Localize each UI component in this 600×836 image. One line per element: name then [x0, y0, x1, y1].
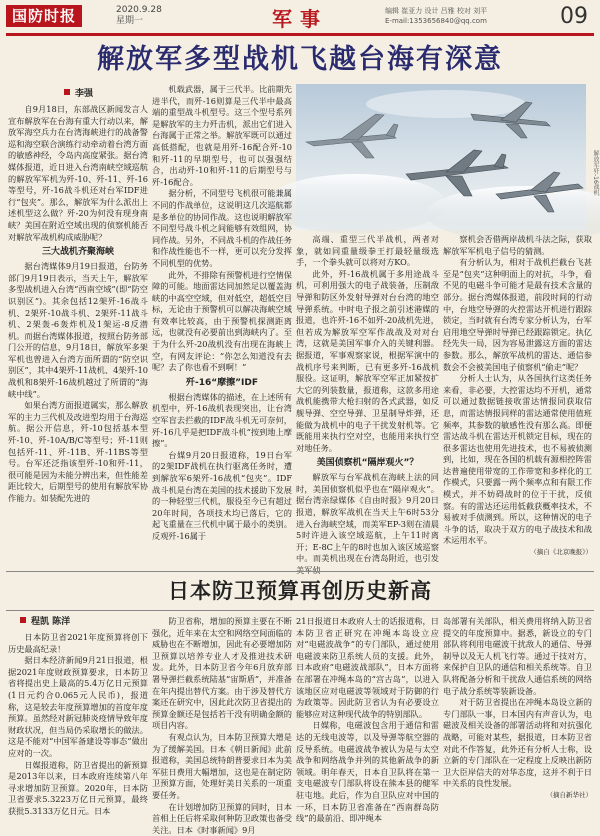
issue-weekday: 星期一 [116, 16, 162, 27]
photo-caption: 解放军歼-16战机 [589, 150, 599, 196]
jets-illustration-icon [296, 84, 586, 230]
paragraph: 根据台湾媒体的描述，在上述所有机型中，歼-16战机表现突出，让台湾空军盲去拦截的IDF战斗机无可奈何，歼-16几乎是把IDF战斗机“按到地上摩擦”。 [152, 392, 292, 450]
page-number: 09 [560, 4, 588, 30]
article2-source: （摘自新华社） [443, 790, 592, 802]
paragraph: 据台湾媒体9月19日报道，台防务部门9月19日表示，当天上午，解放军多型战机进入台湾“西南空域”(即“防空识别区”)。其余包括12架歼-16战斗机、2架歼-10战斗机、2架歼-11战斗机、2架轰-6轰炸机及1架运-8反潜机。而据台湾媒体报道，按照台防务部门公开的信息，9月18日，解放军多架军机也曾进入台湾方面所谓的“防空识别区”，其中4架歼-11战机、4架歼-10战机和8架歼-16战机越过了所谓的“海峡中线”。 [8, 261, 148, 400]
fighter-jets-photo [296, 84, 586, 230]
paragraph: 台媒9月20日报道称，19日台军的2架IDF战机在执行驱离任务时，遭到解放军6架歼-16战机“包夹”。IDF战斗机是台湾在美国的技术援助下发展的一种轻型三代机，服役至今已有超过20年时间，各项技术均已落后，它的起飞重量在三代机中属于最小的类别。反观歼-16属于 [152, 450, 292, 543]
paragraph: 解放军与台军战机在海峡上法的同时，美国侦察机似乎也在“隔岸观火”。据台湾亲绿媒体《自由时报》9月20日报道，解放军战机在当天上午6时53分进入台海峡空域，而美军EP-3则在清晨5时许进入该空域巡航，上午11时离开；E-8C上午的8时也加入该区域巡察中。而美机出现在台湾岛附近，也引发 [296, 472, 439, 576]
paragraph: 日媒称，电磁波包含用于通信和雷达的无线电波等，以及导弹等航空器的反导系统。电磁波战争被认为是与太空战争和网络战争并列的其他新战争的新领域。明年春天，日本自卫队将在第一支电磁波专门部队将设在熊本县的健军驻屯地。此后，作为自卫队应对中国的一环，日本防卫省准备在“西南群岛防线”的最前沿、即冲绳本 [296, 720, 439, 824]
issue-date: 2020.9.28 [116, 5, 162, 16]
byline-marker-icon [64, 89, 70, 95]
paragraph: 有分析认为，相对于战机拦截台飞甚至是“包夹”这种明面上的对抗，斗争，看不见的电磁斗争可能才是最有技术含量的部分。据台湾媒体报道，前段时间的行动中，台地空导弹的火控雷达开机进行跟踪锁定，当时就有台湾专家分析认为，台军启用地空导弹时导弹已经跟踪锁定。执亿经先失一局，因为容易泄露这方面的雷达参数。那么，解放军战机的雷达、通信参数会不会被美国电子侦察机“偷走”呢？ [443, 257, 592, 373]
article1-column-3 [296, 234, 439, 569]
staff-email: E-mail:1353656840@qq.com [385, 16, 545, 26]
paragraph: 自9月18日，东部战区新闻发言人宣布解放军在台海有重大行动以来，解放军海空兵力在台湾海峡进行的战备警巡和海空联合演练行动牵动着台湾方面的敏感神经，令岛内高度紧张。据台湾媒体报道，近日进入台湾南峡空域巡航的解放军军机为歼-10、歼-11、歼-16等型号，歼-16战斗机还对台军IDF进行“包夹”。那么，解放军为什么派出上述机型这么做？歼-20为何没有现身南峡？美国在附近空域出现的侦察机能否对解放军战机构成威胁呢？ [8, 104, 148, 243]
article1-subhead-1: 三大战机齐聚海峡 [8, 245, 148, 259]
paragraph: 日本防卫省2021年度预算将创下历史最高纪录！ [8, 632, 148, 655]
paragraph: 此外，不排除有预警机进行空情保障的可能。地面雷达同加然足以覆盖海峡的中高空空域，但对低空，超低空目标，无论由于预警机可以解决海峡空域有效率比较高，由于预警机探测距离远，也就没有必要前出到海峡内了。至于为什么歼-20战机没有出现在海峡上空，有网友评论：“你怎么知道没有去呢？去了你也看不到啊！” [152, 270, 292, 374]
paragraph: 21日报道日本政府人士的话报道称，日本防卫省正研究在冲绳本岛设立应对“电磁波战争”的专门部队，通过使用电磁波来防卫系统人员的支援。此外，日本政府“电磁波战部队”，日本方面将在部署在冲绳本岛的“宫古岛”，以进入该地区应对电磁波等领域对于防御的行为政策等。因此防卫省认为有必要设立能够应对这种现代战争的特别部队。 [296, 616, 439, 720]
paragraph: 机载武器，属于三代半。比前期先进半代，而歼-16则算是三代半中最高端的重型战斗机型号。这三个型号系列是解放军的主力歼击机，派出它们进入台海属于正常之举。解放军既可以通过高低搭配，也就是用歼-16配合歼-10和歼-11的早期型号，也可以强强结合，出动歼-10和歼-11的后期型号与歼-16配合。 [152, 84, 292, 188]
newspaper-logo: 国防时报 [6, 5, 82, 27]
paragraph: 据分析，不同型号飞机很可能兼属不同的作战单位，这说明这几次巡航都是多单位的协同作战。这也说明解放军不同型号战斗机之间能够有效组网，协同作战。另外，不同战斗机的作战任务和作战性能也不一样，更可以充分发挥不同机型的优势。 [152, 188, 292, 269]
paragraph: 日媒报道称，防卫省提出的新预算是2013年以来，日本政府连续第八年寻求增加防卫预算。2020年，日本防卫省要求5.3223万亿日元预算，最终获批5.3133万亿日元。日本 [8, 760, 148, 818]
paragraph: 防卫省称，增加的预算主要在不断强化，近年来在太空和网络空间面临的威胁也在不断增加，因此有必要增加防卫预算以培养专业人才及推进技术研发。此外，日本防卫省今年6月放弃部署导弹拦截系统陆基“宙斯盾”，并准备在年内提出替代方案。由于涉及替代方案还在研究中，因此此次防卫省提出的预算金额还是包括若干没有明确金额的项目内容。 [152, 616, 292, 732]
byline-marker-icon [20, 617, 26, 623]
article2-column-3 [296, 616, 439, 824]
staff-credits [385, 6, 545, 26]
section-title: 军事 [0, 7, 600, 31]
article2-headline: 日本防卫预算再创历史新高 [0, 576, 600, 606]
paragraph: 如果台湾方面报道属实，那么解放军的主力三代机及改进型均用于台海巡航。据公开信息，歼-10包括基本型歼-10、歼-10A/B/C等型号；歼-11则包括歼-11、歼-11B、歼-11BS等型号。台军还泛指该型歼-10和歼-11，很可能是因为未能分辨出来，但性能差距比较大，后期型号的使用有解放军协作能力。如装配先进的 [8, 400, 148, 504]
masthead-rule [6, 33, 594, 36]
paragraph: 察机会否借两岸战机斗法之际，获取解放军军机电子信号的猜测。 [443, 234, 592, 257]
article1-headline: 解放军多型战机飞越台海有深意 [0, 42, 600, 78]
paragraph: 此外，歼-16战机属于多用途战斗机，可利用强大的电子战装备，压制敌导弹和防区外发射导弹对台台湾的地空导弹系统。中时电子报之前引述港媒的报道，也许歼-16不如歼-20战机先进，但若成为解放军空军作战战及对对台湾，这就是美国军事介入的关键利器。据报道，军事观察家说，根据军演中的战机序号来判断，已有更多歼-16战机服役。这证明，解放军空军正加紧按扩大它的列装数量，报道称，这款多用途战机能携带大枪扫射的各式武器，如反舰导弹、空空导弹、卫星制导炸弹，还能做为战机中的电子干扰发射机等。它既能用来执行空对空，也能用来执行空对地任务。 [296, 269, 439, 455]
paragraph: 据日本经济新闻9月21日报道，根据2021年度财政预算要求，日本防卫省将提出史上最高的5.4万亿日元预算(1日元约合0.065元人民币)，报道称，这是较去年度预算增加的首度年度预算。虽然经对新冠肺炎疫情导致年度财政状况，但当局仍采取增长的做法。这是不能对“中国军备建设等事态”做出应对的一次。 [8, 655, 148, 759]
paragraph: 有观点认为，日本防卫预算大增是为了缓解美国。日本《朝日新闻》此前报道称，美国总统特朗普要求日本为美军驻日费用大幅增加，这也是在制定防卫预算方面，处理好美日关系的一项重要任务。 [152, 732, 292, 802]
article1-source: （摘自《北京晚报》） [443, 547, 592, 559]
article1-column-1 [8, 104, 148, 569]
article1-byline [64, 88, 93, 100]
paragraph: 高端、重型三代半战机，两者对象，就如同重量级拳王打最轻量级选手，一个拳头就可以将对方KO。 [296, 234, 439, 269]
section-divider [6, 571, 594, 572]
byline-text: 李强 [75, 89, 93, 99]
paragraph: 岛部署有关部队，相关费用将纳入防卫省提交的年度预算中。据悉，新设立的专门部队将利用电磁波干扰敌人的通信、导弹制导以及无人机飞行等。通过于技对方，来保护自卫队的通信和相关系统等。自卫队将配备分析和干扰敌人通信系统的网络电子战分系统等装新设备。 [443, 616, 592, 697]
article2-column-1 [8, 632, 148, 824]
article1-subhead-2: 歼-16“摩擦”IDF [152, 376, 292, 390]
article2-column-2 [152, 616, 292, 824]
masthead [0, 0, 600, 38]
staff-line: 编辑 崔亚力 设计 吕雅 校对 刘平 [385, 6, 545, 16]
article1-column-4 [443, 234, 592, 569]
paragraph: 分析人士认为，从各国执行这类任务来看，非必要，大控雷达均不开机，通常可以通过数据链接收雷达情报同获取信息，而雷达情报同样的雷达通常使用值班频率，其参数的敏感性没有那么高。即便雷达战斗机在雷达开机锁定目标，现在的很多雷达也使用先进技术，也不易被侦测到，比如，现在各国的机载有源相控阵雷达普遍使用带宽的工作带宽和多样化的工作模式，只要露一两个频率点和有限工作模式，并不妨碍战时的位于干扰，反侦察。有的雷达还运用低截获概率技术，不易被对手侦测到。所以，这种情况的电子斗争的话，取决于双方的电子战技术和战术运用水平。 [443, 373, 592, 547]
article2-byline [20, 616, 70, 628]
article2-column-4 [443, 616, 592, 824]
article1-subhead-3: 美国侦察机“隔岸观火”？ [296, 456, 439, 470]
paragraph: 在计划增加防卫预算的同时，日本首相上任后将采取何种防卫政策也备受关注。日本《时事新闻》9月 [152, 802, 292, 836]
paragraph: 对于防卫省提出在冲绳本岛设立新的专门部队一事，日本国内有声音认为，电磁波及相关设备的部署活动将和对抗强化战略，可能对某些，据报道，日本防卫省对此不作答复，此外还有分析人士称，设立新的专门部队在一定程度上反映出新防卫大臣岸信夫的对华态度，这并不利于日中关系的良性发展。 [443, 697, 592, 790]
article1-column-2 [152, 84, 292, 569]
byline-text: 程凯 陈洋 [31, 617, 70, 627]
section-divider [6, 610, 594, 611]
